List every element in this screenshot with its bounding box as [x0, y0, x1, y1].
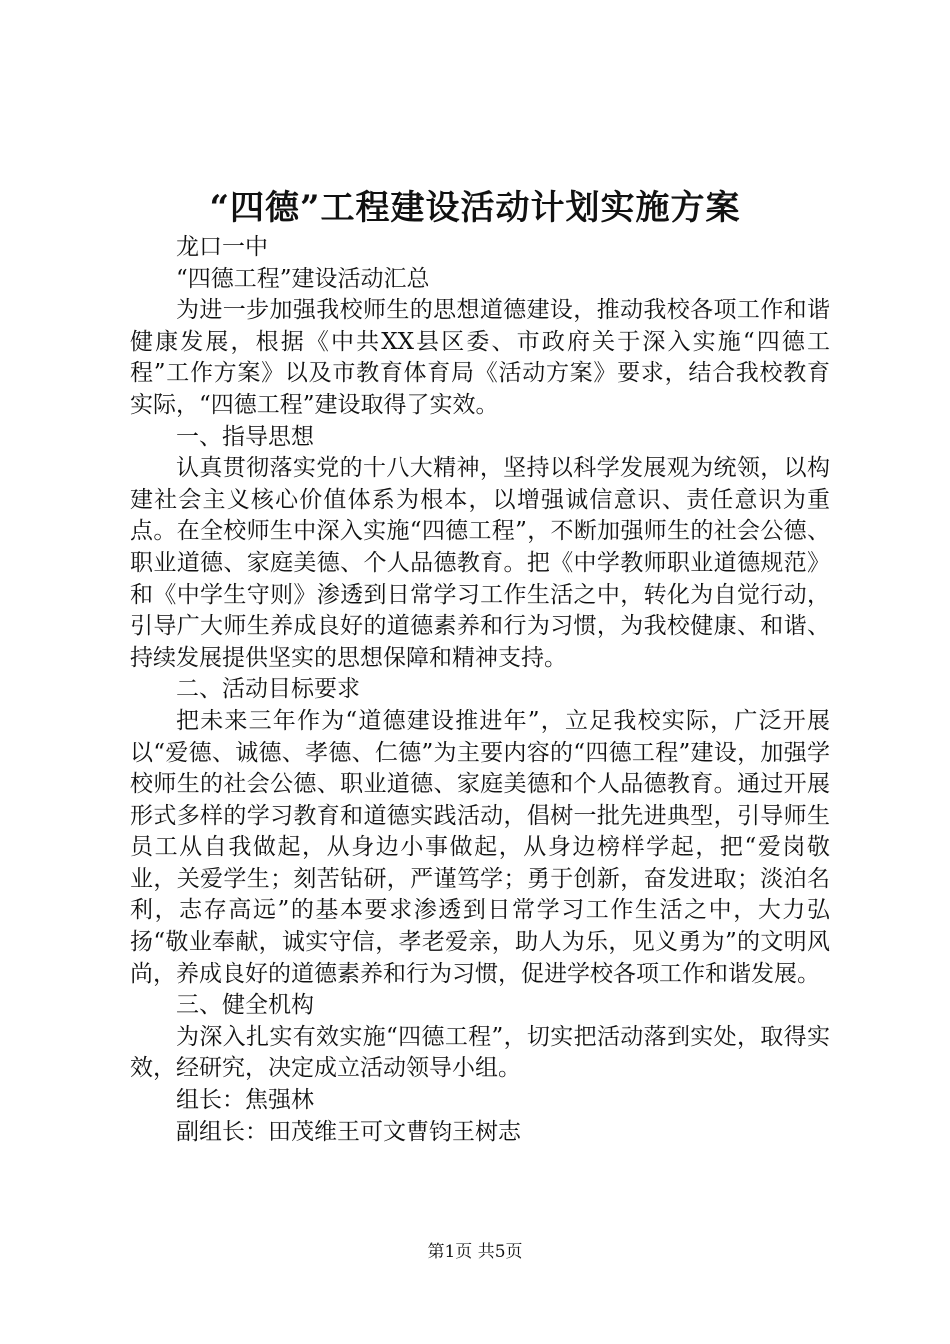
section-paragraph-3: 为深入扎实有效实施“四德工程”，切实把活动落到实处，取得实效，经研究，决定成立活动领导小组。	[130, 1023, 830, 1082]
section-heading-3: 三、健全机构	[176, 992, 314, 1019]
section-paragraph-2: 把未来三年作为“道德建设推进年”，立足我校实际，广泛开展以“爱德、诚德、孝德、仁德”为主要内容的“四德工程”建设，加强学校师生的社会公德、职业道德、家庭美德和个人品德教育。通过开展形式多样的学习教育和道德实践活动，倡树一批先进典型，引导师生员工从自我做起，从身边小事做起，从身边榜样学起，把“爱岗敬业，关爱学生；刻苦钻研，严谨笃学；勇于创新，奋发进取；淡泊名利，志存高远”的基本要求渗透到日常学习工作生活之中，大力弘扬“敬业奉献，诚实守信，孝老爱亲，助人为乐，见义勇为”的文明风尚，养成良好的道德素养和行为习惯，促进学校各项工作和谐发展。	[130, 707, 830, 987]
intro-paragraph: 为进一步加强我校师生的思想道德建设，推动我校各项工作和谐健康发展，根据《中共XX县区委、市政府关于深入实施“四德工程”工作方案》以及市教育体育局《活动方案》要求，结合我校教育实际，“四德工程”建设取得了实效。	[130, 297, 830, 418]
page-number: 第1页 共5页	[427, 1242, 523, 1262]
subtitle: “四德工程”建设活动汇总	[176, 265, 430, 292]
document-title: “四德”工程建设活动计划实施方案	[209, 188, 741, 228]
section-paragraph-1: 认真贯彻落实党的十八大精神，坚持以科学发展观为统领，以构建社会主义核心价值体系为根本，以增强诚信意识、责任意识为重点。在全校师生中深入实施“四德工程”，不断加强师生的社会公德、职业道德、家庭美德、个人品德教育。把《中学教师职业道德规范》和《中学生守则》渗透到日常学习工作生活之中，转化为自觉行动，引导广大师生养成良好的道德素养和行为习惯，为我校健康、和谐、持续发展提供坚实的思想保障和精神支持。	[130, 455, 830, 671]
deputy-leaders: 副组长：田茂维王可文曹钧王树志	[176, 1118, 521, 1145]
document-body	[130, 232, 830, 1148]
section-heading-2: 二、活动目标要求	[176, 676, 360, 703]
section-heading-1: 一、指导思想	[176, 423, 314, 450]
group-leader: 组长：焦强林	[176, 1087, 314, 1114]
school-name: 龙口一中	[176, 234, 268, 260]
